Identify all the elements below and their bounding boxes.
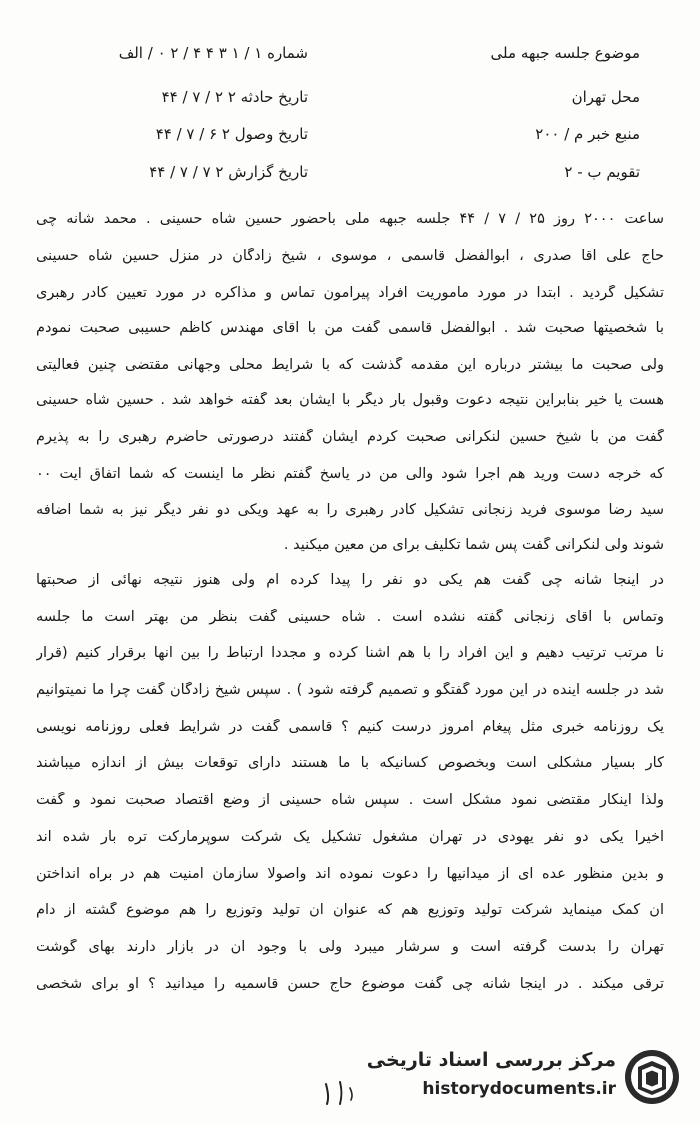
watermark-text-fa: مرکز بررسی اسناد تاریخی	[366, 1049, 616, 1071]
body-line: در اینجا شانه چی گفت هم یکی دو نفر را پیدا کرده ام ولی هنوز نتیجه نهائی از صحبتها	[36, 572, 664, 588]
body-line: آن کمک مینماید شرکت تولید وتوزیع هم که عنوان آن تولید وتوزیع را هم موضوع گشته از دام	[36, 902, 664, 918]
body-line: تشکیل گردید . ابتدا در مورد ماموریت افراد پیرامون تماس و مذاکره در مورد تعیین کادر رهبری	[36, 285, 664, 301]
body-line: اخیرا یکی دو نفر یهودی در تهران مشغول تشکیل یک شرکت سوپرمارکت تره بار شده اند	[36, 829, 664, 845]
body-line: سید رضا موسوی فرید زنجانی تشکیل کادر رهبری را به عهد ویکی دو نفر دیگر نیز به شما اضافه	[36, 502, 664, 518]
body-line: نا مرتب ترتیب دهیم و این افراد را با هم آشنا کرده و مجددا ارتباط را بین آنها برقرار کنیم (قرار	[36, 645, 664, 661]
report-date-field: تاریخ گزارش ۲ ۷ / ۷ / ۴۴	[149, 163, 308, 181]
body-line: یک روزنامه خبری مثل پیغام امروز درست کنیم ؟ قاسمی گفت در شرایط فعلی روزنامه نویسی	[36, 719, 664, 735]
body-line: شد در جلسه آینده در این مورد گفتگو و تصمیم گرفته شود ) . سپس شیخ زادگان گفت چرا ما نمیتوانیم	[36, 682, 664, 698]
subject-field: موضوع جلسه جبهه ملی	[490, 44, 640, 62]
body-line: با شخصیتها صحبت شد . ابوالفضل قاسمی گفت من با آقای مهندس کاظم حسیبی صحبت نمودم	[36, 320, 664, 336]
handwritten-mark	[320, 1078, 360, 1108]
number-field: شماره ۱ / ۱ ۳ ۴ ۴ / ۲ ۰ / الف	[118, 44, 308, 62]
rating-field: تقویم ب - ۲	[564, 163, 640, 181]
source-field: منبع خبر م / ۲۰۰	[535, 125, 640, 143]
watermark-text-en: historydocuments.ir	[422, 1079, 616, 1099]
body-line: حاج علی آقا صدری ، ابوالفضل قاسمی ، موسوی ، شیخ زادگان در منزل حسین شاه حسینی	[36, 248, 664, 264]
body-line: ترقی میکند . در اینجا شانه چی گفت موضوع حاج حسن قاسمیه را میدانید ؟ او برای شخصی	[36, 976, 664, 992]
body-line: شوند ولی لنکرانی گفت پس شما تکلیف برای من معین میکنید .	[283, 537, 664, 553]
body-line: و بدین منظور عده ای از میدانیها را دعوت نموده اند واصولا سازمان امنیت هم در براه انداختن	[36, 866, 664, 882]
body-line: هست یا خیر بنابراین نتیجه دعوت وقبول بار دیگر با ایشان بعد گفته خواهد شد . حسین شاه حسینی	[36, 392, 664, 408]
archive-logo-icon	[622, 1047, 682, 1107]
place-field: محل تهران	[571, 88, 640, 106]
body-line: ساعت ۲۰۰۰ روز ۲۵ / ۷ / ۴۴ جلسه جبهه ملی باحضور حسین شاه حسینی . محمد شانه چی	[36, 211, 664, 227]
received-date-field: تاریخ وصول ۲ ۶ / ۷ / ۴۴	[155, 125, 308, 143]
body-line: که خرجه دست ورید هم اجرا شود والی من در یاسخ گفتم نظر ما اینست که شما اتفاق ایت ۰۰	[36, 466, 664, 482]
body-line: تهران را بدست گرفته است و سرشار میبرد ولی با وجود آن در بازار دارند بهای گوشت	[36, 939, 664, 955]
event-date-field: تاریخ حادثه ۲ ۲ / ۷ / ۴۴	[161, 88, 308, 106]
watermark	[366, 1043, 682, 1111]
body-line: گفت من با شیخ حسین لنکرانی صحبت کردم ایشان گفتند درصورتی حاضرم رهبری را به پذیرم	[36, 429, 664, 445]
body-line: کار بسیار مشکلی است وبخصوص کسانیکه با ما هستند دارای توقعات بیش از اندازه میباشند	[36, 755, 664, 771]
body-line: ولذا اینکار مقتضی نمود مشکل است . سپس شاه حسینی از وضع اقتصاد صحبت نمود و گفت	[36, 792, 664, 808]
body-line: وتماس با آقای زنجانی گفته نشده است . شاه حسینی گفت بنظر من بهتر است ما جلسه	[36, 609, 664, 625]
body-line: ولی صحبت ما بیشتر درباره این مقدمه گذشت که با شرایط محلی وجهانی مقتضی چنین فعالیتی	[36, 357, 664, 373]
